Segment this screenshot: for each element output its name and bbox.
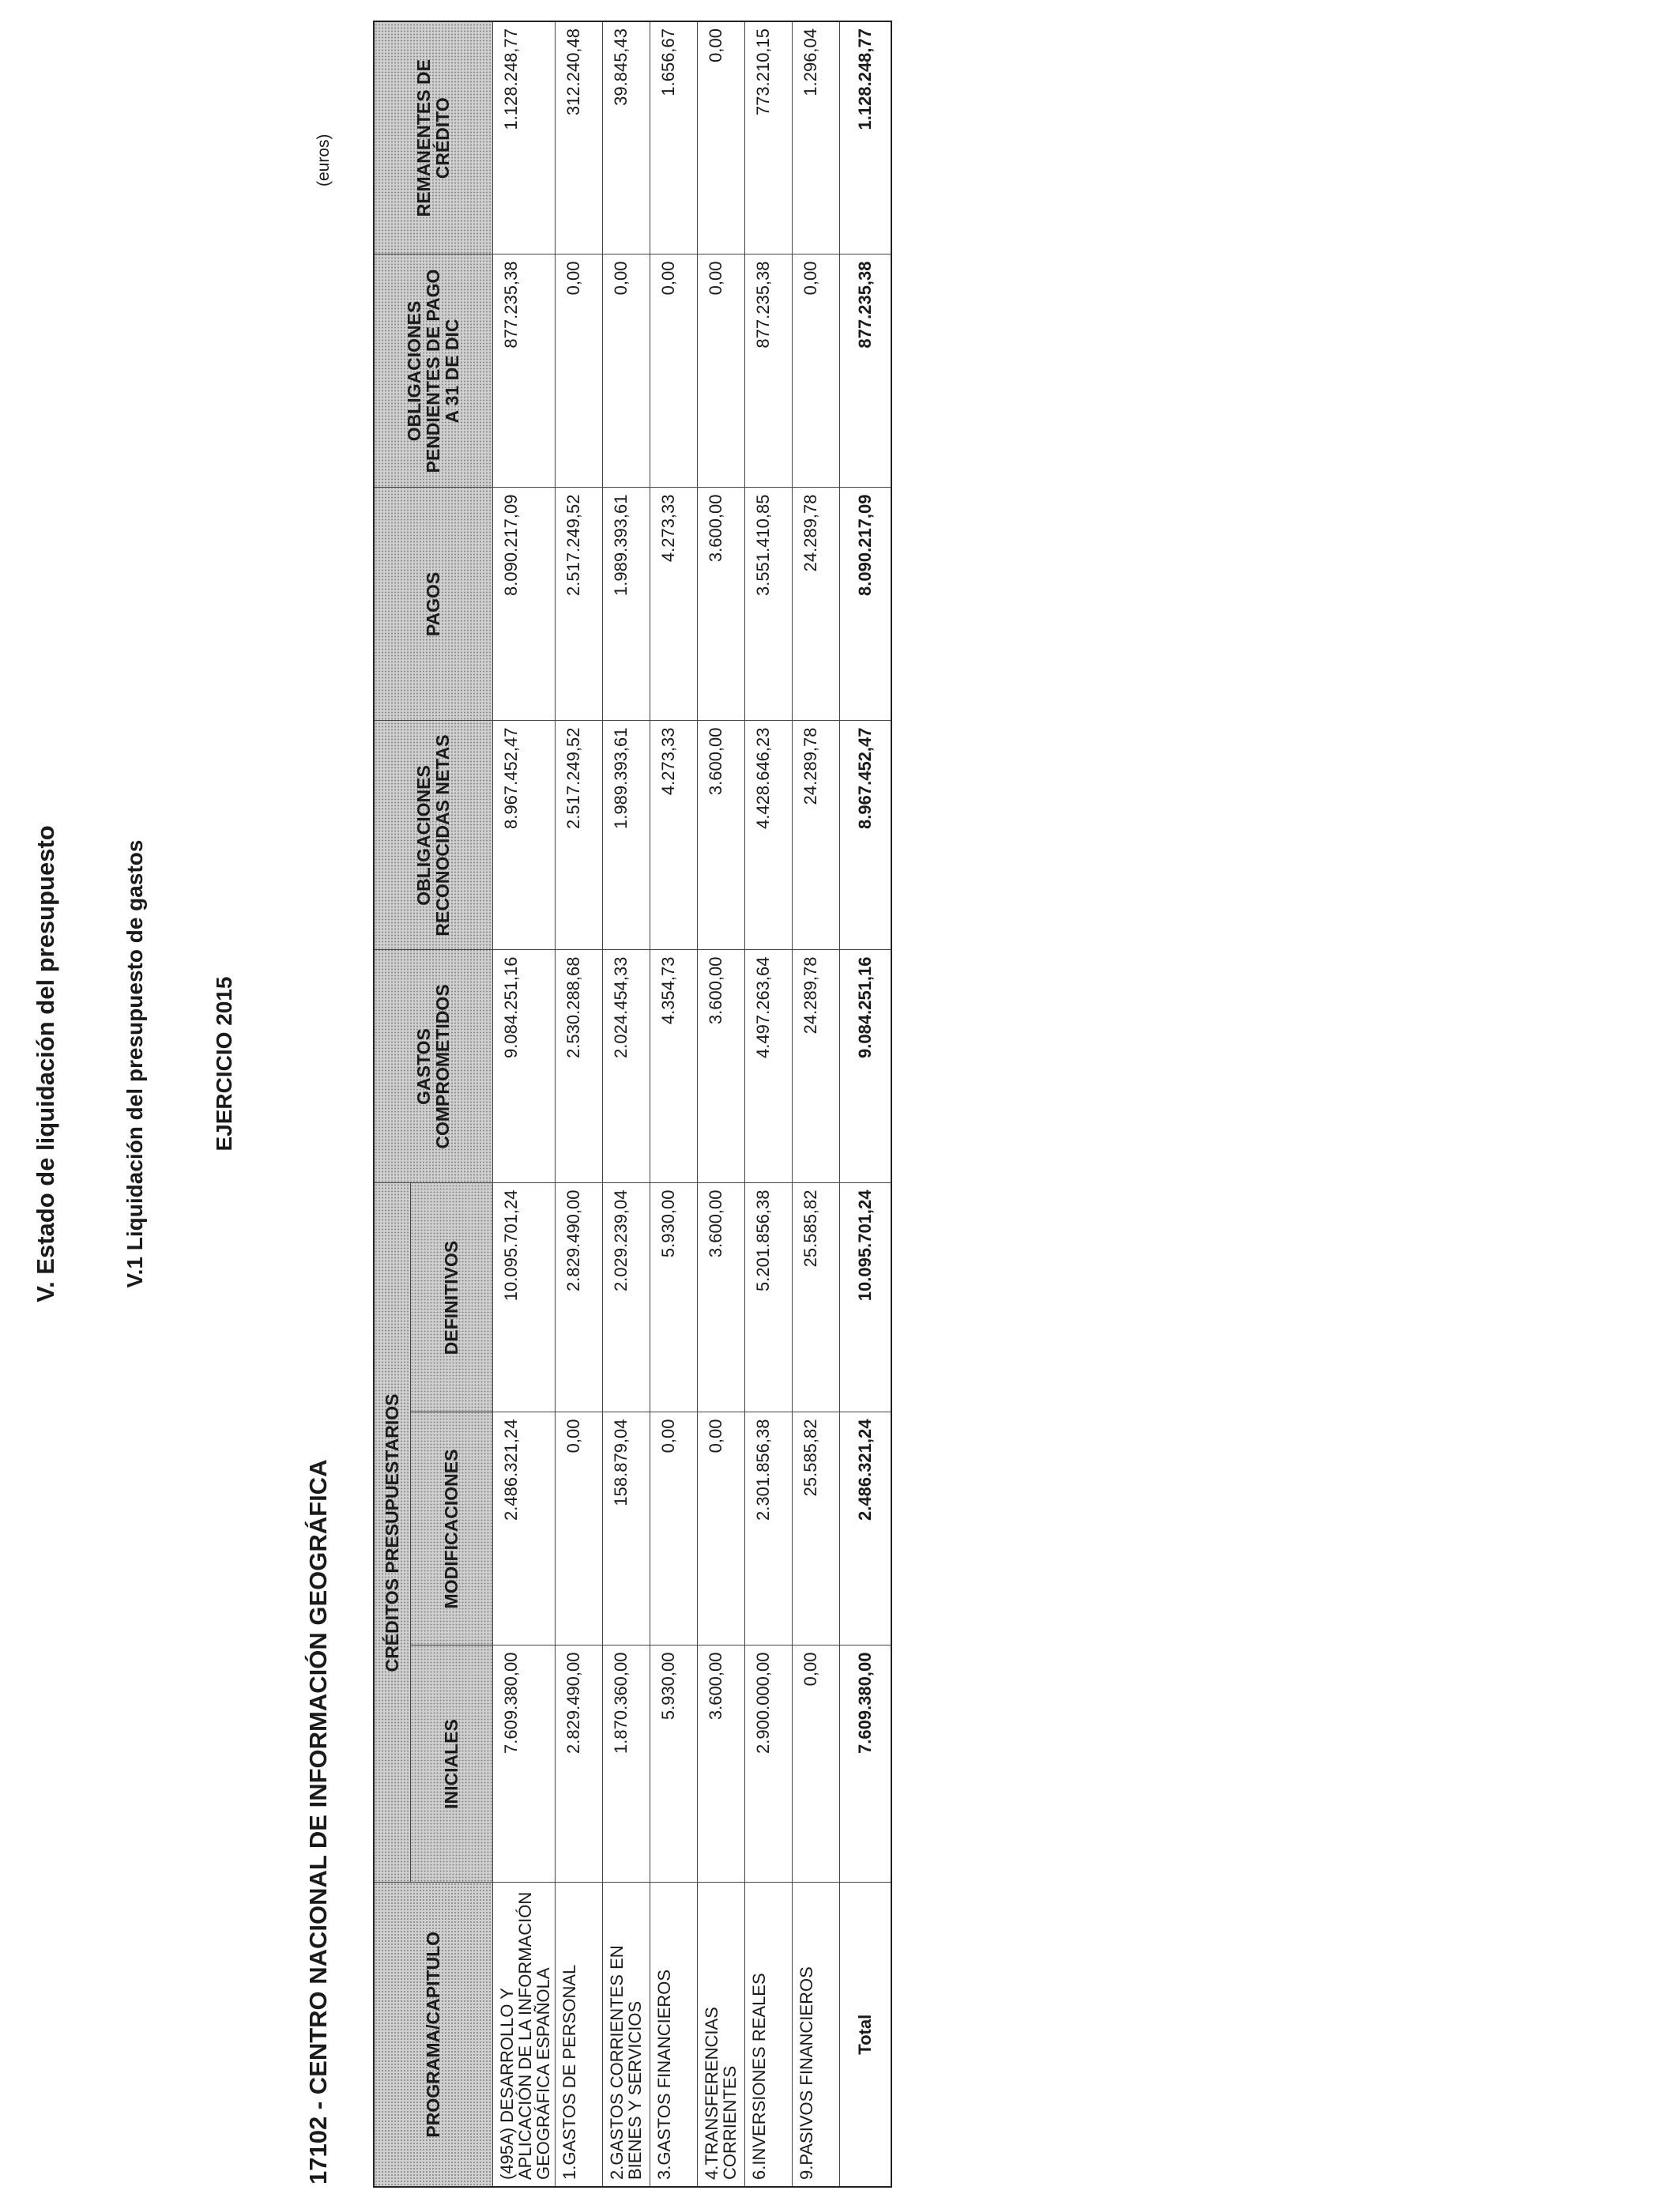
table-row <box>492 21 555 2187</box>
header-modificaciones: MODIFICACIONES <box>410 1412 492 1646</box>
cell-pagos: 3.600,00 <box>697 488 744 721</box>
cell-pagos: 3.551.410,85 <box>744 488 792 721</box>
total-modificaciones: 2.486.321,24 <box>839 1412 891 1646</box>
cell-obligaciones: 1.989.393,61 <box>602 721 650 950</box>
row-label: 2.GASTOS CORRIENTES EN BIENES Y SERVICIOS <box>602 1883 650 2187</box>
cell-obligaciones: 8.967.452,47 <box>492 721 555 950</box>
currency-units: (euros) <box>315 134 333 187</box>
cell-gastos: 2.024.454,33 <box>602 950 650 1183</box>
header-definitivos: DEFINITIVOS <box>410 1183 492 1412</box>
total-iniciales: 7.609.380,00 <box>839 1646 891 1883</box>
table-row <box>744 21 792 2187</box>
cell-definitivos: 2.029.239,04 <box>602 1183 650 1412</box>
cell-iniciales: 3.600,00 <box>697 1646 744 1883</box>
cell-obligaciones: 2.517.249,52 <box>555 721 602 950</box>
report-subtitle: V.1 Liquidación del presupuesto de gastos <box>122 839 147 1288</box>
header-programa: PROGRAMA/CAPITULO <box>374 1883 492 2187</box>
cell-remanentes: 1.296,04 <box>792 21 839 254</box>
cell-iniciales: 0,00 <box>792 1646 839 1883</box>
header-creditos-group: CRÉDITOS PRESUPUESTARIOS <box>374 1183 410 1883</box>
table-row <box>602 21 650 2187</box>
cell-obligaciones: 24.289,78 <box>792 721 839 950</box>
cell-remanentes: 39.845,43 <box>602 21 650 254</box>
cell-modificaciones: 25.585,82 <box>792 1412 839 1646</box>
cell-modificaciones: 0,00 <box>555 1412 602 1646</box>
cell-modificaciones: 158.879,04 <box>602 1412 650 1646</box>
table-row <box>650 21 697 2187</box>
row-label: 9.PASIVOS FINANCIEROS <box>792 1883 839 2187</box>
header-remanentes: REMANENTES DE CRÉDITO <box>374 21 492 254</box>
cell-pendientes: 877.235,38 <box>744 254 792 488</box>
cell-definitivos: 25.585,82 <box>792 1183 839 1412</box>
cell-remanentes: 1.656,67 <box>650 21 697 254</box>
cell-modificaciones: 2.301.856,38 <box>744 1412 792 1646</box>
header-iniciales: INICIALES <box>410 1646 492 1883</box>
header-obligaciones-pendientes: OBLIGACIONES PENDIENTES DE PAGO A 31 DE DIC <box>374 254 492 488</box>
total-gastos: 9.084.251,16 <box>839 950 891 1183</box>
cell-remanentes: 312.240,48 <box>555 21 602 254</box>
cell-modificaciones: 2.486.321,24 <box>492 1412 555 1646</box>
cell-definitivos: 5.201.856,38 <box>744 1183 792 1412</box>
cell-remanentes: 773.210,15 <box>744 21 792 254</box>
row-label: (495A) DESARROLLO Y APLICACIÓN DE LA INFORMACIÓN GEOGRÁFICA ESPAÑOLA <box>492 1883 555 2187</box>
row-label: 3.GASTOS FINANCIEROS <box>650 1883 697 2187</box>
cell-iniciales: 1.870.360,00 <box>602 1646 650 1883</box>
total-row <box>839 21 891 2187</box>
entity-name: 17102 - CENTRO NACIONAL DE INFORMACIÓN GEOGRÁFICA <box>304 1459 332 2185</box>
cell-pendientes: 0,00 <box>555 254 602 488</box>
row-label: 4.TRANSFERENCIAS CORRIENTES <box>697 1883 744 2187</box>
header-pagos: PAGOS <box>374 488 492 721</box>
cell-obligaciones: 4.428.646,23 <box>744 721 792 950</box>
cell-iniciales: 7.609.380,00 <box>492 1646 555 1883</box>
cell-gastos: 4.354,73 <box>650 950 697 1183</box>
cell-pagos: 2.517.249,52 <box>555 488 602 721</box>
row-label: 1.GASTOS DE PERSONAL <box>555 1883 602 2187</box>
total-pendientes: 877.235,38 <box>839 254 891 488</box>
header-obligaciones-reconocidas: OBLIGACIONES RECONOCIDAS NETAS <box>374 721 492 950</box>
table-row <box>697 21 744 2187</box>
cell-gastos: 4.497.263,64 <box>744 950 792 1183</box>
cell-iniciales: 2.900.000,00 <box>744 1646 792 1883</box>
cell-iniciales: 5.930,00 <box>650 1646 697 1883</box>
cell-pendientes: 0,00 <box>792 254 839 488</box>
cell-modificaciones: 0,00 <box>650 1412 697 1646</box>
row-label: 6.INVERSIONES REALES <box>744 1883 792 2187</box>
table-row <box>792 21 839 2187</box>
cell-obligaciones: 3.600,00 <box>697 721 744 950</box>
header-gastos-comprometidos: GASTOS COMPROMETIDOS <box>374 950 492 1183</box>
cell-pagos: 8.090.217,09 <box>492 488 555 721</box>
cell-gastos: 3.600,00 <box>697 950 744 1183</box>
cell-pagos: 1.989.393,61 <box>602 488 650 721</box>
cell-remanentes: 0,00 <box>697 21 744 254</box>
budget-execution-table <box>373 21 892 2188</box>
fiscal-year: EJERCICIO 2015 <box>212 976 236 1152</box>
cell-gastos: 24.289,78 <box>792 950 839 1183</box>
cell-definitivos: 5.930,00 <box>650 1183 697 1412</box>
cell-pagos: 4.273,33 <box>650 488 697 721</box>
cell-iniciales: 2.829.490,00 <box>555 1646 602 1883</box>
cell-definitivos: 3.600,00 <box>697 1183 744 1412</box>
total-remanentes: 1.128.248,77 <box>839 21 891 254</box>
cell-pendientes: 0,00 <box>697 254 744 488</box>
total-label: Total <box>839 1883 891 2187</box>
total-obligaciones: 8.967.452,47 <box>839 721 891 950</box>
cell-gastos: 2.530.288,68 <box>555 950 602 1183</box>
total-pagos: 8.090.217,09 <box>839 488 891 721</box>
cell-obligaciones: 4.273,33 <box>650 721 697 950</box>
cell-pendientes: 0,00 <box>602 254 650 488</box>
cell-pendientes: 877.235,38 <box>492 254 555 488</box>
cell-definitivos: 10.095.701,24 <box>492 1183 555 1412</box>
cell-pagos: 24.289,78 <box>792 488 839 721</box>
report-title: V. Estado de liquidación del presupuesto <box>32 825 59 1302</box>
cell-modificaciones: 0,00 <box>697 1412 744 1646</box>
table-row <box>555 21 602 2187</box>
cell-remanentes: 1.128.248,77 <box>492 21 555 254</box>
total-definitivos: 10.095.701,24 <box>839 1183 891 1412</box>
cell-gastos: 9.084.251,16 <box>492 950 555 1183</box>
cell-pendientes: 0,00 <box>650 254 697 488</box>
cell-definitivos: 2.829.490,00 <box>555 1183 602 1412</box>
